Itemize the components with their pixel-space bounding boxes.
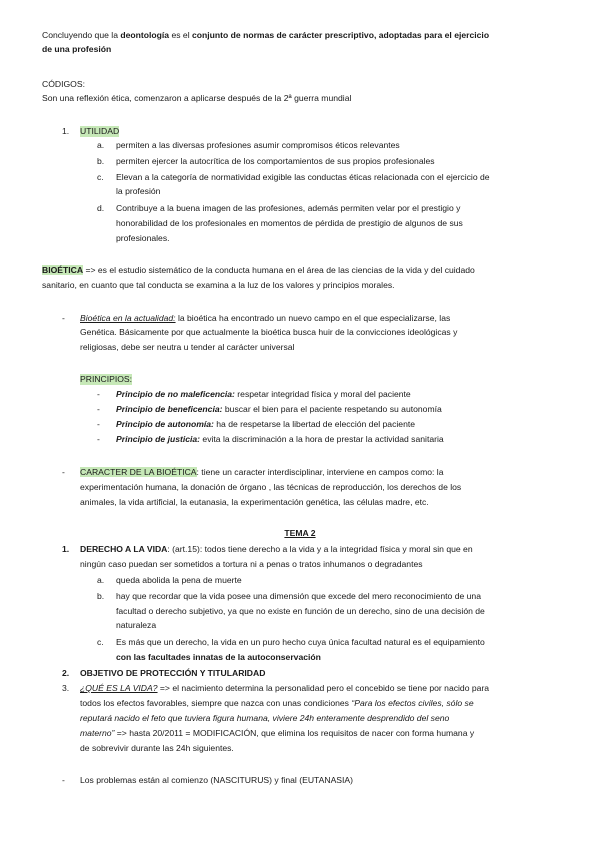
principio-text: buscar el bien para el paciente respetando su autonomía (222, 404, 442, 414)
que-es-quote: materno” (80, 728, 115, 738)
que-es-number: 3. (62, 683, 70, 693)
que-es-text: => hasta 20/2011 = MODIFICACIÓN, que elimina los requisitos de nacer con forma humana y (114, 728, 475, 738)
principio-dash: - (97, 419, 100, 429)
principio-term: Principio de no maleficencia: (116, 389, 235, 399)
caracter-line-3: animales, la vida artificial, la eutanasia, la experimentación genética, las células madre, etc. (80, 497, 429, 507)
principio-text: evita la discriminación a la hora de prestar la actividad sanitaria (200, 434, 444, 444)
actualidad-text: la bioética ha encontrado un nuevo campo en el que especializarse, las (175, 313, 451, 323)
utilidad-item-a-marker: a. (97, 140, 105, 150)
derecho-term: DERECHO A LA VIDA (80, 544, 168, 554)
utilidad-number: 1. (62, 126, 70, 136)
problemas-dash: - (62, 775, 65, 785)
que-es-text: => el nacimiento determina la personalidad pero el concebido se tiene por nacido para (157, 683, 490, 693)
principio-justicia (116, 434, 444, 445)
principio-beneficencia (116, 404, 442, 415)
actualidad-line-3: religiosas, debe ser neutra u tender al carácter universal (80, 342, 295, 352)
bioetica-term: BIOÉTICA (42, 265, 84, 275)
actualidad-line-2: Genética. Básicamente por que actualmente la bioética busca huir de la convicciones ideológicas y (80, 327, 458, 337)
que-es-line-1 (80, 683, 489, 694)
que-es-quote: “Para los efectos civiles, sólo se (351, 698, 474, 708)
intro-definition: conjunto de normas de carácter prescriptivo, adoptadas para el ejercicio (192, 30, 490, 40)
principio-autonomia (116, 419, 415, 430)
problemas-text: Los problemas están al comienzo (NASCITURUS) y final (EUTANASIA) (80, 775, 354, 785)
derecho-number: 1. (62, 544, 70, 554)
derecho-item-c-text: Es más que un derecho, la vida en un puro hecho cuya única facultad natural es el equipamiento (116, 637, 485, 647)
que-es-line-2 (80, 698, 474, 709)
que-es-line-4 (80, 728, 474, 739)
caracter-line-1 (80, 467, 444, 478)
caracter-term: CARACTER DE LA BIOÉTICA (80, 467, 197, 477)
bioetica-definition: => es el estudio sistemático de la conducta humana en el área de las ciencias de la vida y del cuidado (83, 265, 475, 275)
derecho-item-c-bold: con las facultades innatas de la autoconservación (116, 652, 321, 662)
derecho-item-b-marker: b. (97, 591, 105, 601)
utilidad-heading: UTILIDAD (80, 126, 120, 136)
principio-term: Principio de justicia: (116, 434, 201, 444)
utilidad-item-b-marker: b. (97, 156, 105, 166)
derecho-item-b-text: naturaleza (116, 620, 157, 630)
actualidad-line-1 (80, 313, 450, 324)
codigos-text: Son una reflexión ética, comenzaron a aplicarse después de la 2ª guerra mundial (42, 93, 352, 103)
principio-term: Principio de beneficencia: (116, 404, 223, 414)
caracter-dash: - (62, 467, 65, 477)
actualidad-dash: - (62, 313, 65, 323)
utilidad-item-c-text: la profesión (116, 186, 161, 196)
derecho-text: : (art.15): todos tiene derecho a la vida y a la integridad física y moral sin que en (167, 544, 473, 554)
intro-text: Concluyendo que la (42, 30, 121, 40)
intro-line-2: de una profesión (42, 44, 112, 54)
que-es-text: todos los efectos favorables, siempre que nazca con unas condiciones (80, 698, 352, 708)
utilidad-item-d-text: profesionales. (116, 233, 170, 243)
intro-text: es el (169, 30, 192, 40)
intro-term-deontologia: deontología (120, 30, 170, 40)
objetivo-number: 2. (62, 668, 70, 678)
utilidad-item-c-text: Elevan a la categoría de normatividad exigible las conductas éticas relacionada con el ejercicio de (116, 172, 490, 182)
derecho-line-1 (80, 544, 473, 555)
utilidad-item-b-text: permiten ejercer la autocrítica de los comportamientos de sus propios profesionales (116, 156, 435, 166)
tema2-title: TEMA 2 (284, 528, 316, 538)
intro-line-1 (42, 30, 489, 41)
principio-dash: - (97, 389, 100, 399)
derecho-item-c-marker: c. (97, 637, 104, 647)
que-es-line-5: de sobrevivir durante las 24h siguientes. (80, 743, 234, 753)
utilidad-item-a-text: permiten a las diversas profesiones asumir compromisos éticos relevantes (116, 140, 400, 150)
caracter-line-2: experimentación humana, la donación de órgano , las técnicas de reproducción, los derechos de los (80, 482, 462, 492)
actualidad-term: Bioética en la actualidad: (80, 313, 176, 323)
derecho-item-b-text: hay que recordar que la vida posee una dimensión que excede del mero reconocimiento de una (116, 591, 481, 601)
principio-term: Principio de autonomía: (116, 419, 214, 429)
principio-dash: - (97, 434, 100, 444)
derecho-item-a-marker: a. (97, 575, 105, 585)
que-es-quote-line: reputará nacido el feto que tuviera figura humana, viviere 24h enteramente desprendido del seno (80, 713, 450, 723)
principio-dash: - (97, 404, 100, 414)
principio-text: respetar integridad física y moral del paciente (234, 389, 411, 399)
utilidad-item-d-text: Contribuye a la buena imagen de las profesiones, además permiten velar por el prestigio y (116, 203, 461, 213)
utilidad-item-c-marker: c. (97, 172, 104, 182)
caracter-text: : tiene un caracter interdisciplinar, interviene en campos como: la (196, 467, 444, 477)
principio-text: ha de respetarse la libertad de elección del paciente (213, 419, 416, 429)
codigos-heading: CÓDIGOS: (42, 79, 85, 89)
principios-heading: PRINCIPIOS: (80, 374, 133, 384)
objetivo-heading: OBJETIVO DE PROTECCIÓN Y TITULARIDAD (80, 668, 266, 678)
bioetica-line-2: sanitario, en cuanto que tal conducta se examina a la luz de los valores y principios morales. (42, 280, 395, 290)
derecho-line-2: ningún caso puedan ser sometidos a tortura ni a penas o tratos inhumanos o degradantes (80, 559, 423, 569)
derecho-item-a-text: queda abolida la pena de muerte (116, 575, 242, 585)
derecho-item-b-text: facultad o derecho subjetivo, ya que no existe en función de un derecho, sino de una decisión de (116, 606, 485, 616)
bioetica-line-1 (42, 265, 475, 276)
que-es-question: ¿QUÉ ES LA VIDA? (80, 683, 158, 693)
utilidad-item-d-marker: d. (97, 203, 105, 213)
principio-no-maleficencia (116, 389, 411, 400)
utilidad-item-d-text: honorabilidad de los profesionales en momentos de pérdida de prestigio de algunos de sus (116, 218, 463, 228)
